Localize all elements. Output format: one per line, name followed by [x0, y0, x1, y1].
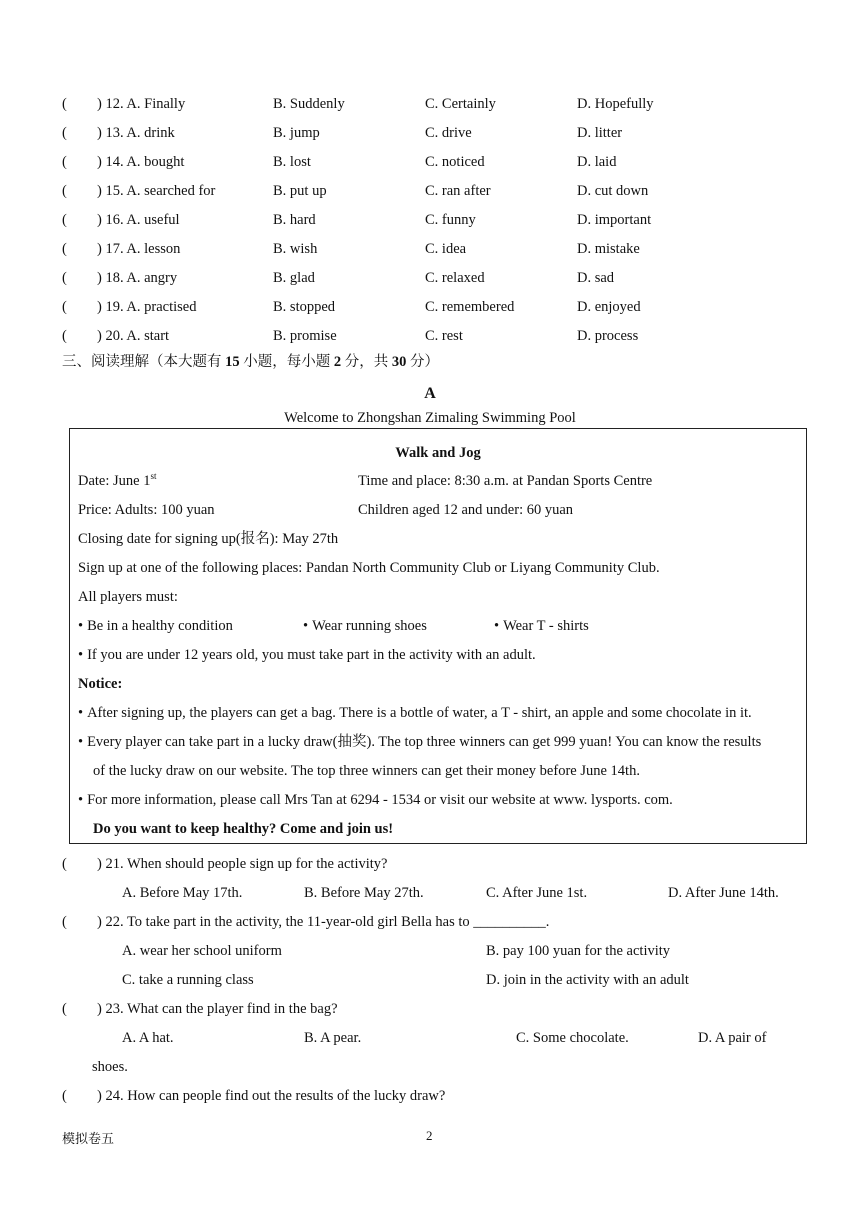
question-number-option-a: ) 17. A. lesson — [97, 241, 181, 257]
notice-bag: • After signing up, the players can get a bag. There is a bottle of water, a T - shirt, an apple and some chocolate in it. — [78, 705, 752, 721]
bullet-icon: • — [78, 792, 84, 808]
question-21-options — [0, 883, 860, 903]
cloze-row — [0, 268, 860, 288]
option-c[interactable]: C. noticed — [425, 154, 485, 170]
bullet-icon: • — [494, 618, 500, 634]
question-number-option-a: ) 19. A. practised — [97, 299, 197, 315]
option-d[interactable]: D. important — [577, 212, 652, 228]
option-b[interactable]: B. stopped — [273, 299, 336, 315]
paren: ( — [62, 270, 67, 286]
option-a[interactable]: A. A hat. — [122, 1030, 174, 1046]
question-number-option-a: ) 14. A. bought — [97, 154, 185, 170]
question-number-option-a: ) 20. A. start — [97, 328, 170, 344]
footer-exam-name: 模拟卷五 — [62, 1131, 115, 1146]
option-b[interactable]: B. Before May 27th. — [304, 885, 424, 901]
option-d[interactable]: D. mistake — [577, 241, 640, 257]
notice-lucky-draw-cont: of the lucky draw on our website. The top three winners can get their money before June 14th. — [93, 763, 640, 779]
option-b[interactable]: B. A pear. — [304, 1030, 362, 1046]
signup-places: Sign up at one of the following places: Pandan North Community Club or Liyang Community Club. — [78, 560, 660, 576]
option-a[interactable]: A. Before May 17th. — [122, 885, 243, 901]
question-24: ( ) 24. How can people find out the results of the lucky draw? — [62, 1088, 446, 1104]
cloze-row — [0, 297, 860, 317]
paren: ( — [62, 212, 67, 228]
question-22-options-row1 — [0, 941, 860, 961]
option-d[interactable]: D. sad — [577, 270, 615, 286]
option-c[interactable]: C. remembered — [425, 299, 515, 315]
question-number-option-a: ) 16. A. useful — [97, 212, 180, 228]
question-number-option-a: ) 13. A. drink — [97, 125, 175, 141]
option-c[interactable]: C. rest — [425, 328, 463, 344]
passage-letter: A — [424, 385, 436, 402]
option-b[interactable]: B. lost — [273, 154, 311, 170]
question-number-option-a: ) 18. A. angry — [97, 270, 178, 286]
option-d[interactable]: D. enjoyed — [577, 299, 641, 315]
question-number-option-a: ) 12. A. Finally — [97, 96, 186, 112]
cloze-row — [0, 181, 860, 201]
option-b[interactable]: B. glad — [273, 270, 315, 286]
notice-lucky-draw: • Every player can take part in a lucky draw(抽奖). The top three winners can get 999 yuan! You can know the results — [78, 734, 762, 750]
requirement-healthy: • Be in a healthy condition — [78, 618, 233, 634]
question-22: ( ) 22. To take part in the activity, the 11-year-old girl Bella has to __________. — [62, 914, 550, 930]
option-b[interactable]: B. promise — [273, 328, 337, 344]
price-adults: Price: Adults: 100 yuan — [78, 502, 215, 518]
cloze-row — [0, 239, 860, 259]
cloze-row — [0, 123, 860, 143]
option-d[interactable]: D. litter — [577, 125, 623, 141]
bullet-icon: • — [78, 647, 84, 663]
option-d[interactable]: D. After June 14th. — [668, 885, 779, 901]
question-23-options — [0, 1028, 860, 1048]
notice-contact: • For more information, please call Mrs Tan at 6294 - 1534 or visit our website at www. lysports. com. — [78, 792, 673, 808]
option-b[interactable]: B. jump — [273, 125, 320, 141]
option-c[interactable]: C. take a running class — [122, 972, 254, 988]
option-b[interactable]: B. put up — [273, 183, 327, 199]
question-22-options-row2 — [0, 970, 860, 990]
option-c[interactable]: C. relaxed — [425, 270, 485, 286]
option-c[interactable]: C. Certainly — [425, 96, 496, 112]
option-b[interactable]: B. Suddenly — [273, 96, 345, 112]
box-title: Walk and Jog — [395, 445, 481, 461]
bullet-icon: • — [78, 734, 84, 750]
option-c[interactable]: C. ran after — [425, 183, 491, 199]
closing-date: Closing date for signing up(报名): May 27th — [78, 531, 339, 547]
page-number: 2 — [426, 1128, 433, 1143]
bullet-icon: • — [303, 618, 309, 634]
requirement-shoes: • Wear running shoes — [303, 618, 427, 634]
question-number-option-a: ) 15. A. searched for — [97, 183, 216, 199]
option-c[interactable]: C. Some chocolate. — [516, 1030, 629, 1046]
option-c[interactable]: C. drive — [425, 125, 472, 141]
cloze-row — [0, 152, 860, 172]
price-children: Children aged 12 and under: 60 yuan — [358, 502, 574, 518]
option-c[interactable]: C. After June 1st. — [486, 885, 588, 901]
notice-label: Notice: — [78, 676, 123, 692]
question-23-option-d-cont: shoes. — [92, 1059, 128, 1075]
paren: ( — [62, 125, 67, 141]
closing-slogan: Do you want to keep healthy? Come and join us! — [93, 821, 394, 837]
option-d[interactable]: D. process — [577, 328, 639, 344]
event-notice-box — [69, 428, 807, 844]
requirement-tshirts: • Wear T - shirts — [494, 618, 589, 634]
option-b[interactable]: B. hard — [273, 212, 316, 228]
question-21: ( ) 21. When should people sign up for the activity? — [62, 856, 388, 872]
option-b[interactable]: B. wish — [273, 241, 318, 257]
requirement-adult: • If you are under 12 years old, you must take part in the activity with an adult. — [78, 647, 536, 663]
paren: ( — [62, 96, 67, 112]
bullet-icon: • — [78, 705, 84, 721]
cloze-row — [0, 326, 860, 346]
option-b[interactable]: B. pay 100 yuan for the activity — [486, 943, 671, 959]
cloze-row — [0, 94, 860, 114]
paren: ( — [62, 241, 67, 257]
paren: ( — [62, 299, 67, 315]
option-d[interactable]: D. join in the activity with an adult — [486, 972, 689, 988]
event-date: Date: June 1st — [78, 471, 157, 489]
passage-title: Welcome to Zhongshan Zimaling Swimming Pool — [284, 410, 576, 426]
all-players-must: All players must: — [78, 589, 178, 605]
cloze-row — [0, 210, 860, 230]
option-a[interactable]: A. wear her school uniform — [122, 943, 282, 959]
option-d[interactable]: D. Hopefully — [577, 96, 654, 112]
paren: ( — [62, 328, 67, 344]
option-d[interactable]: D. A pair of — [698, 1030, 767, 1046]
option-c[interactable]: C. idea — [425, 241, 467, 257]
question-23: ( ) 23. What can the player find in the bag? — [62, 1001, 338, 1017]
paren: ( — [62, 183, 67, 199]
paren: ( — [62, 154, 67, 170]
option-d[interactable]: D. cut down — [577, 183, 649, 199]
section-heading: 三、阅读理解（本大题有 15 小题，每小题 2 分，共 30 分） — [62, 354, 439, 370]
option-d[interactable]: D. laid — [577, 154, 617, 170]
event-time-place: Time and place: 8:30 a.m. at Pandan Sports Centre — [358, 473, 653, 489]
bullet-icon: • — [78, 618, 84, 634]
option-c[interactable]: C. funny — [425, 212, 476, 228]
